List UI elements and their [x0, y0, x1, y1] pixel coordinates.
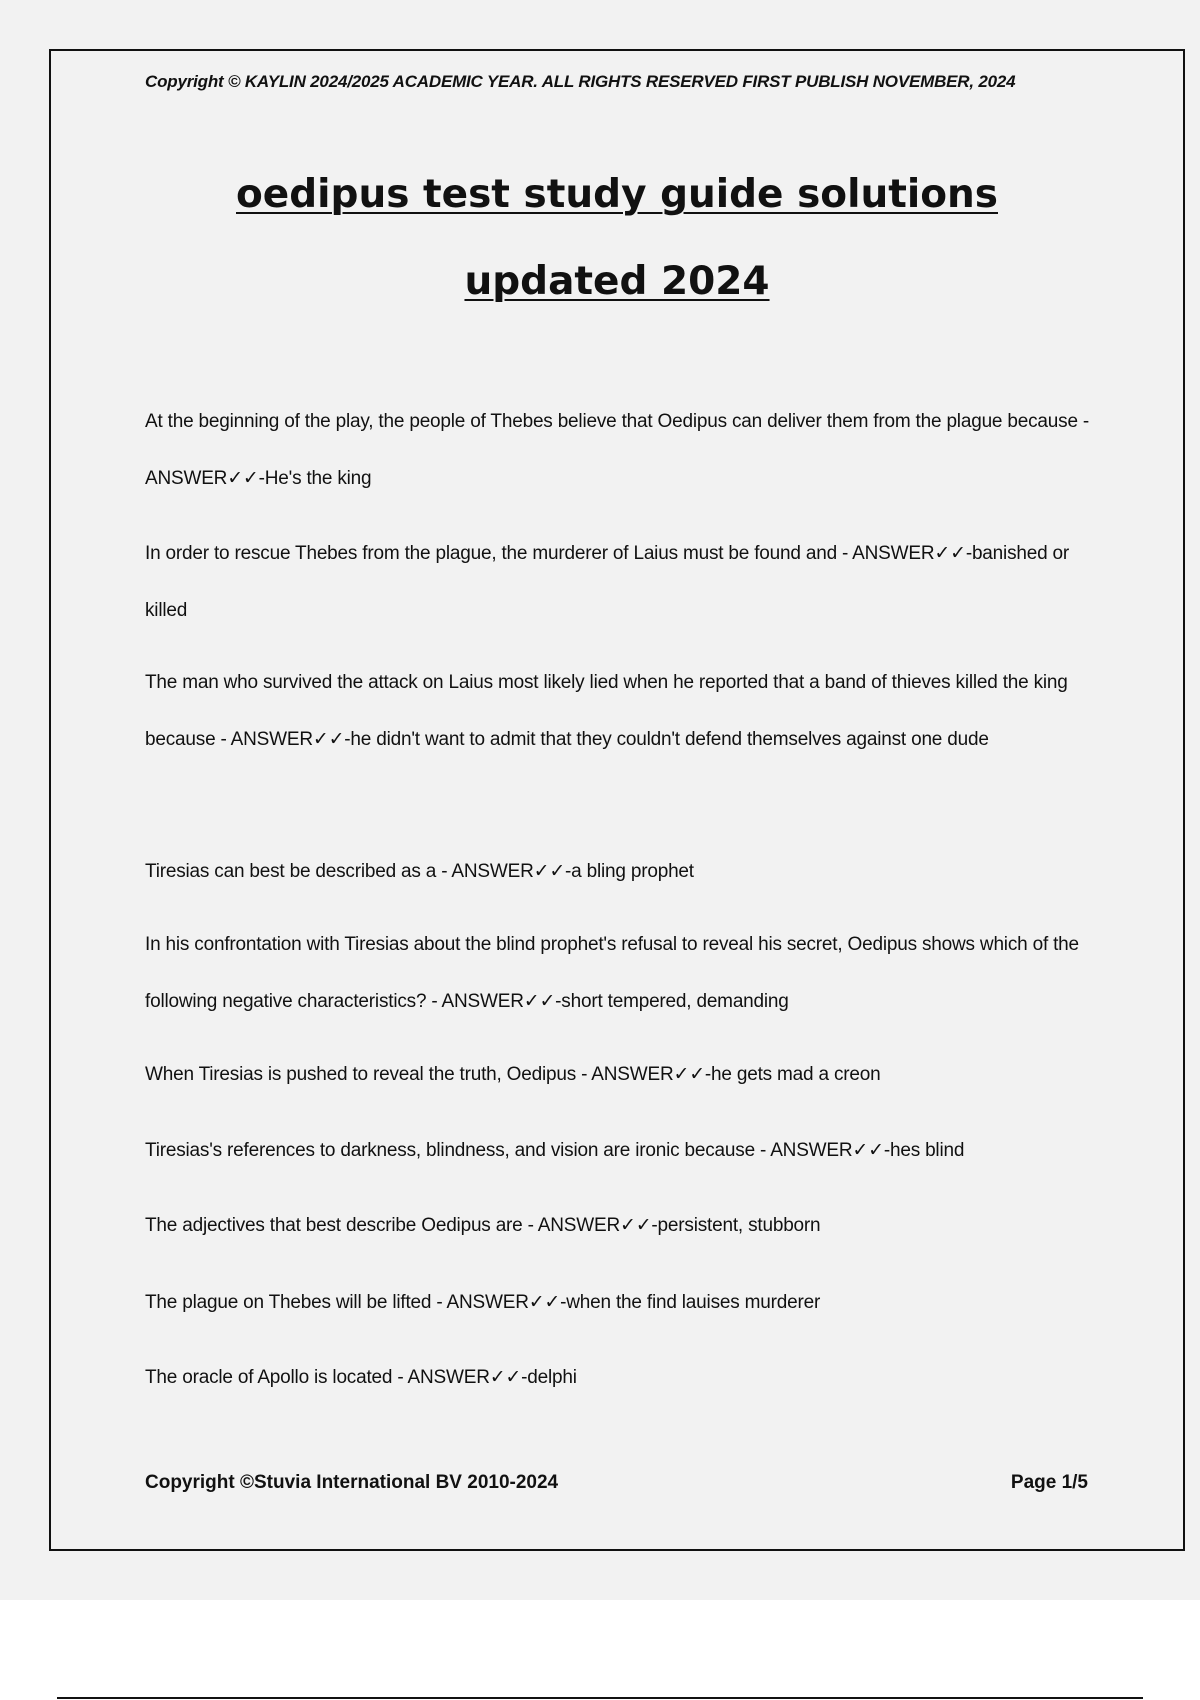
qa-item: At the beginning of the play, the people of Thebes believe that Oedipus can deliver them from the plague because - ANSWER✓✓-He's the king — [145, 411, 1090, 489]
footer-copyright: Copyright ©Stuvia International BV 2010-2024 — [145, 1472, 559, 1493]
document-subtitle — [0, 259, 1200, 304]
qa-item: The man who survived the attack on Laius most likely lied when he reported that a band of thieves killed the king because - ANSWER✓✓-he didn't want to admit that they couldn't defend themselves against one dude — [145, 672, 1068, 750]
document-title — [0, 172, 1200, 217]
qa-item: In order to rescue Thebes from the plague, the murderer of Laius must be found and - ANSWER✓✓-banished or killed — [145, 543, 1070, 621]
qa-item: The plague on Thebes will be lifted - ANSWER✓✓-when the find lauises murderer — [145, 1292, 821, 1313]
qa-item: In his confrontation with Tiresias about the blind prophet's refusal to reveal his secret, Oedipus shows which of the following negative characteristics? - ANSWER✓✓-short tempered, demanding — [145, 934, 1079, 1012]
title-line-1: oedipus test study guide solutions — [236, 172, 998, 217]
qa-item: Tiresias's references to darkness, blindness, and vision are ironic because - ANSWER✓✓-hes blind — [145, 1140, 965, 1161]
qa-item: When Tiresias is pushed to reveal the truth, Oedipus - ANSWER✓✓-he gets mad a creon — [145, 1064, 881, 1085]
next-page-rule — [57, 1697, 1143, 1699]
title-line-2: updated 2024 — [464, 259, 770, 304]
header-copyright: Copyright © KAYLIN 2024/2025 ACADEMIC YEAR. ALL RIGHTS RESERVED FIRST PUBLISH NOVEMBER, 2024 — [145, 72, 1016, 91]
qa-item: The adjectives that best describe Oedipus are - ANSWER✓✓-persistent, stubborn — [145, 1215, 821, 1236]
qa-item: Tiresias can best be described as a - ANSWER✓✓-a bling prophet — [145, 861, 694, 882]
page-number: Page 1/5 — [1010, 1472, 1088, 1493]
qa-item: The oracle of Apollo is located - ANSWER✓✓-delphi — [145, 1367, 577, 1388]
